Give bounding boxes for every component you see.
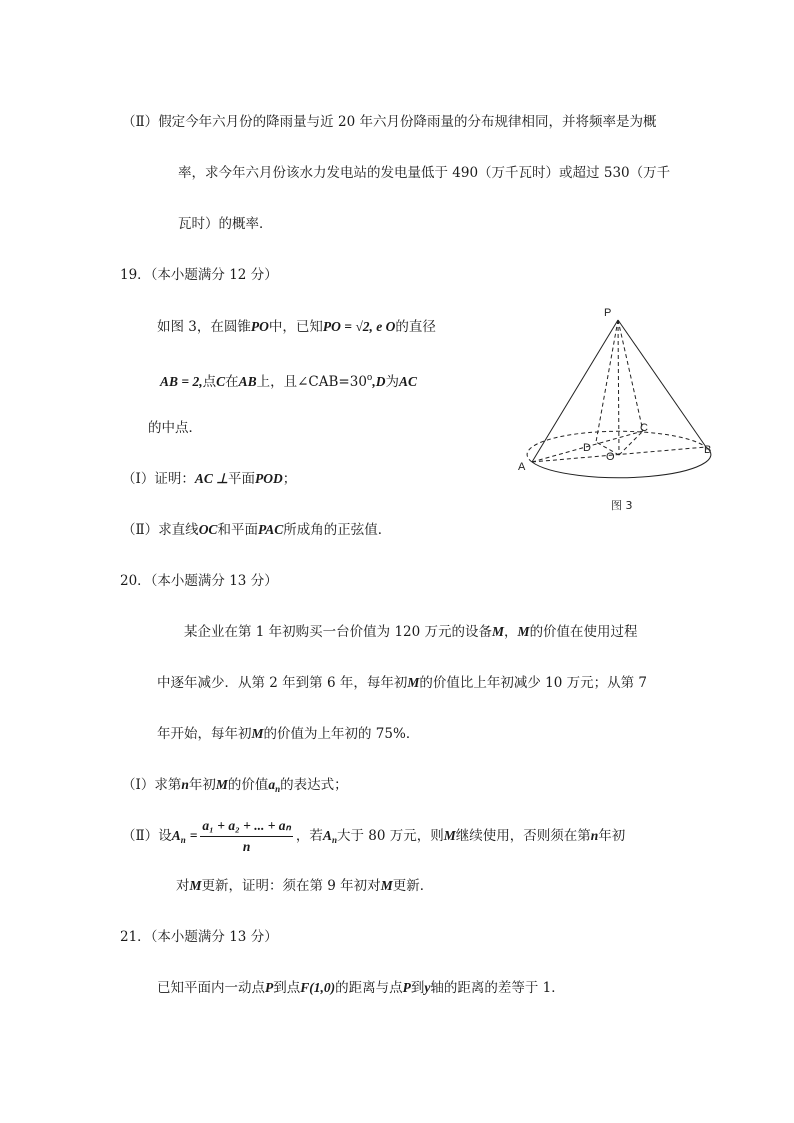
segment-po [618,320,619,455]
label-p: P [604,307,612,319]
q20-part2-line2: 对M更新，证明：须在第 9 年初对M更新． [176,878,434,894]
q19-part2: （Ⅱ）求直线OC和平面PAC所成角的正弦值． [122,522,392,538]
base-front-arc [532,447,711,478]
q21-header: 21．（本小题满分 13 分） [120,929,278,945]
label-c: C [640,422,648,434]
label-a: A [518,461,526,473]
label-b: B [704,444,712,456]
label-d: D [583,442,591,454]
q20-line3: 年开始，每年初M的价值为上年初的 75%． [157,726,420,742]
cone-edge-pb [618,320,706,447]
q21-line1: 已知平面内一动点P到点F(1,0)的距离与点P到y轴的距离的差等于 1． [157,980,565,996]
figure-caption: 图 3 [611,499,633,512]
cone-figure [510,300,720,520]
q18-part2-line3: 瓦时）的概率． [178,216,273,232]
q20-part1: （Ⅰ）求第n年初M的价值$a_n$的表达式； [122,777,348,794]
q18-part2-line2: 率，求今年六月份该水力发电站的发电量低于 490（万千瓦时）或超过 530（万千 [178,165,671,181]
label-o: O [606,451,615,463]
q18-part2-line1: （Ⅱ）假定今年六月份的降雨量与近 20 年六月份降雨量的分布规律相同，并将频率是为概 [122,114,657,130]
q20-line1: 某企业在第 1 年初购买一台价值为 120 万元的设备M，M的价值在使用过程 [184,624,638,640]
q20-line2: 中逐年减少．从第 2 年到第 6 年，每年初M的价值比上年初减少 10 万元；从第 7 [157,675,648,691]
q20-header: 20．（本小题满分 13 分） [120,573,278,589]
math-po-eq: PO = √2, e O [322,319,396,334]
q19-line1: 如图 3，在圆锥PO中，已知PO = √2, e O的直径 [157,319,436,335]
fraction: $\frac{\text{a₁ + a₂ + ... + aₙ}}{n}$ [202,818,291,854]
part-marker: （Ⅱ） [122,114,159,130]
segment-oc [619,431,643,455]
q19-line3: 的中点． [148,420,202,436]
q19-line2: AB = 2,点C在AB上，且$\angle CAB=30^o,D$为AC [160,373,417,390]
arc-ab: AB [238,374,257,389]
q19-part1: （Ⅰ）证明：AC ⊥平面POD； [122,471,297,487]
base-back-arc [527,431,706,462]
segment-pc [618,320,643,431]
q19-header: 19．（本小题满分 12 分） [120,267,278,283]
q20-part2: （Ⅱ）设$A_n$ = $\frac{\text{a₁ + a₂ + ... + aₙ}}{n}$ ，若$A_n$大于 80 万元，则M继续使用，否则须在第n年初 [122,818,626,854]
